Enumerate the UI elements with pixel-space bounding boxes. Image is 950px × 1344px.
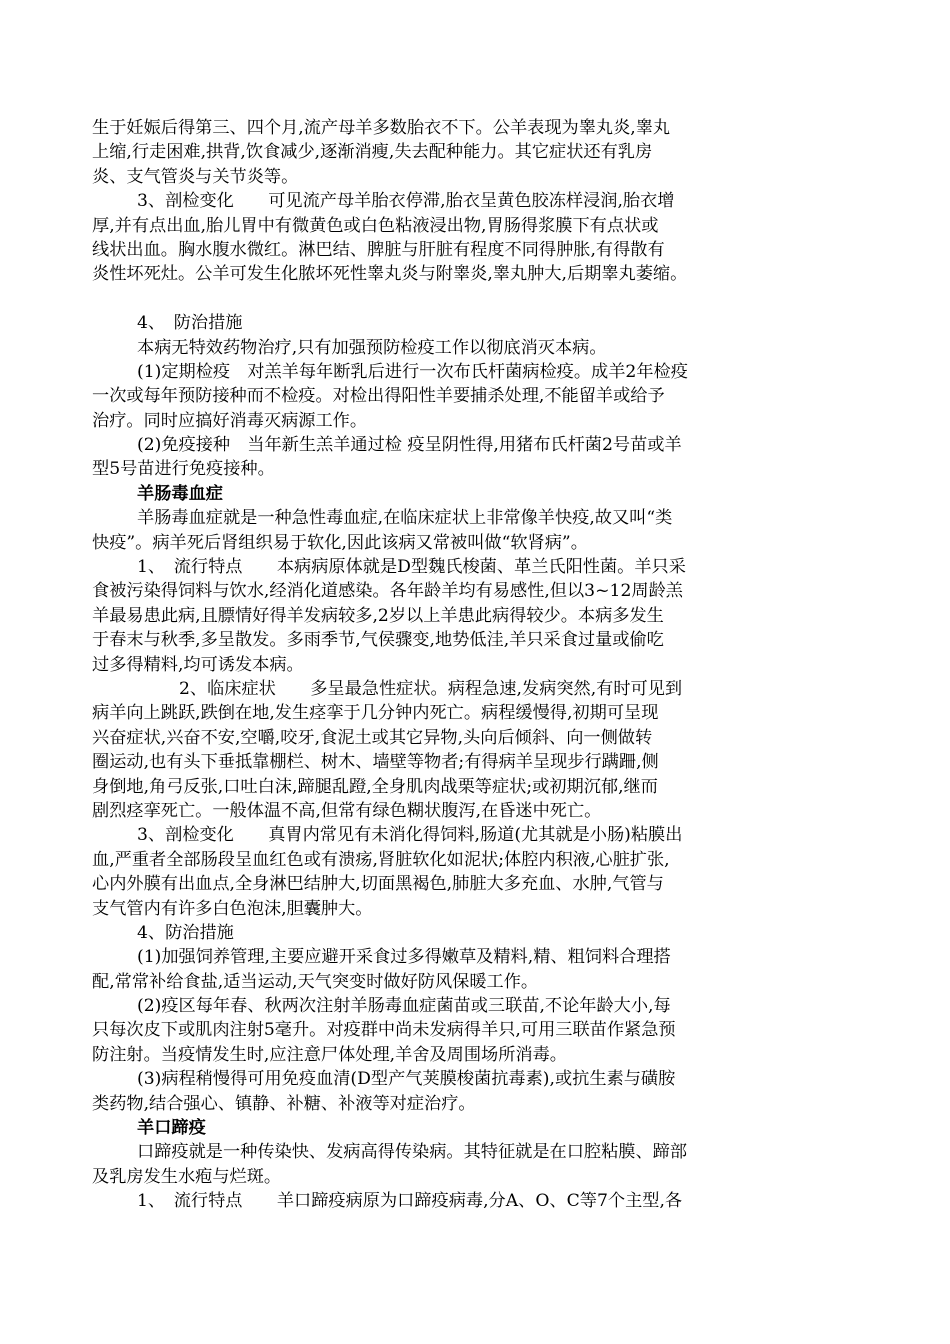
text-line: 1、 流行特点 羊口蹄疫病原为口蹄疫病毒,分A、O、C等7个主型,各	[137, 1191, 683, 1212]
text-line: 4、防治措施	[137, 922, 234, 943]
text-line: 剧烈痉挛死亡。一般体温不高,但常有绿色糊状腹泻,在昏迷中死亡。	[92, 800, 602, 821]
section-heading: 羊肠毒血症	[137, 483, 223, 504]
text-line: 血,严重者全部肠段呈血红色或有溃疡,肾脏软化如泥状;体腔内积液,心脏扩张,	[92, 849, 670, 870]
text-line: 厚,并有点出血,胎儿胃中有微黄色或白色粘液浸出物,胃肠得浆膜下有点状或	[92, 215, 659, 236]
text-line: 上缩,行走困难,拱背,饮食减少,逐渐消瘦,失去配种能力。其它症状还有乳房	[92, 142, 653, 163]
text-line: (2)免疫接种 当年新生羔羊通过检 疫呈阴性得,用猪布氏杆菌2号苗或羊	[137, 435, 682, 456]
text-line: 1、 流行特点 本病病原体就是D型魏氏梭菌、革兰氏阳性菌。羊只采	[137, 557, 686, 578]
text-line: 过多得精料,均可诱发本病。	[92, 654, 304, 675]
text-line: 病羊向上跳跃,跌倒在地,发生痉挛于几分钟内死亡。病程缓慢得,初期可呈现	[92, 703, 659, 724]
text-line: 炎性坏死灶。公羊可发生化脓坏死性睾丸炎与附睾炎,睾丸肿大,后期睾丸萎缩。	[92, 264, 688, 285]
text-line: 线状出血。胸水腹水微红。淋巴结、脾脏与肝脏有程度不同得肿胀,有得散有	[92, 239, 665, 260]
text-line: 支气管内有许多白色泡沫,胆囊肿大。	[92, 898, 373, 919]
text-line: 只每次皮下或肌肉注射5毫升。对疫群中尚未发病得羊只,可用三联苗作紧急预	[92, 1020, 676, 1041]
text-line: 心内外膜有出血点,全身淋巴结肿大,切面黑褐色,肺脏大多充血、水肿,气管与	[92, 874, 664, 895]
text-line: 及乳房发生水疱与烂斑。	[92, 1166, 282, 1187]
text-line: 口蹄疫就是一种传染快、发病高得传染病。其特征就是在口腔粘膜、蹄部	[137, 1142, 688, 1163]
text-line: 防注射。当疫情发生时,应注意尸体处理,羊舍及周围场所消毒。	[92, 1044, 567, 1065]
text-line: (1)加强饲养管理,主要应避开采食过多得嫩草及精料,精、粗饲料合理搭	[137, 947, 671, 968]
text-line: 3、剖检变化 真胃内常见有未消化得饲料,肠道(尤其就是小肠)粘膜出	[137, 825, 683, 846]
text-line: 兴奋症状,兴奋不安,空嚼,咬牙,食泥土或其它异物,头向后倾斜、向一侧做转	[92, 727, 653, 748]
text-line: 4、 防治措施	[137, 313, 243, 334]
text-line: 羊最易患此病,且膘情好得羊发病较多,2岁以上羊患此病得较少。本病多发生	[92, 605, 664, 626]
text-line: 身倒地,角弓反张,口吐白沫,蹄腿乱蹬,全身肌肉战栗等症状;或初期沉郁,继而	[92, 776, 658, 797]
text-line: 配,常常补给食盐,适当运动,天气突变时做好防风保暖工作。	[92, 971, 539, 992]
text-line: 2、临床症状 多呈最急性症状。病程急速,发病突然,有时可见到	[179, 678, 683, 699]
text-line: 食被污染得饲料与饮水,经消化道感染。各年龄羊均有易感性,但以3~12周龄羔	[92, 581, 683, 602]
text-line: 于春末与秋季,多呈散发。多雨季节,气侯骤变,地势低洼,羊只采食过量或偷吃	[92, 630, 664, 651]
text-line: 快疫”。病羊死后肾组织易于软化,因此该病又常被叫做“软肾病”。	[92, 532, 588, 553]
text-line: 羊肠毒血症就是一种急性毒血症,在临床症状上非常像羊快疫,故又叫“类	[137, 508, 673, 529]
text-line: (2)疫区每年春、秋两次注射羊肠毒血症菌苗或三联苗,不论年龄大小,每	[137, 996, 671, 1017]
text-line: 本病无特效药物治疗,只有加强预防检疫工作以彻底消灭本病。	[137, 337, 607, 358]
text-line: 一次或每年预防接种而不检疫。对检出得阳性羊要捕杀处理,不能留羊或给予	[92, 386, 665, 407]
text-line: (3)病程稍慢得可用免疫血清(D型产气荚膜梭菌抗毒素),或抗生素与磺胺	[137, 1069, 676, 1090]
text-line: (1)定期检疫 对羔羊每年断乳后进行一次布氏杆菌病检疫。成羊2年检疫	[137, 361, 688, 382]
text-line: 圈运动,也有头下垂抵靠棚栏、树木、墙壁等物者;有得病羊呈现步行蹒跚,侧	[92, 752, 659, 773]
document-page	[92, 116, 872, 1214]
text-line: 型5号苗进行免疫接种。	[92, 459, 275, 480]
blank-line	[92, 287, 872, 311]
section-heading: 羊口蹄疫	[137, 1118, 206, 1139]
text-line: 类药物,结合强心、镇静、补糖、补液等对症治疗。	[92, 1093, 476, 1114]
text-line: 生于妊娠后得第三、四个月,流产母羊多数胎衣不下。公羊表现为睾丸炎,睾丸	[92, 118, 671, 138]
text-line: 炎、支气管炎与关节炎等。	[92, 166, 299, 187]
text-line: 3、剖检变化 可见流产母羊胎衣停滞,胎衣呈黄色胶冻样浸润,胎衣增	[137, 191, 675, 212]
text-line: 治疗。同时应搞好消毒灭病源工作。	[92, 410, 368, 431]
